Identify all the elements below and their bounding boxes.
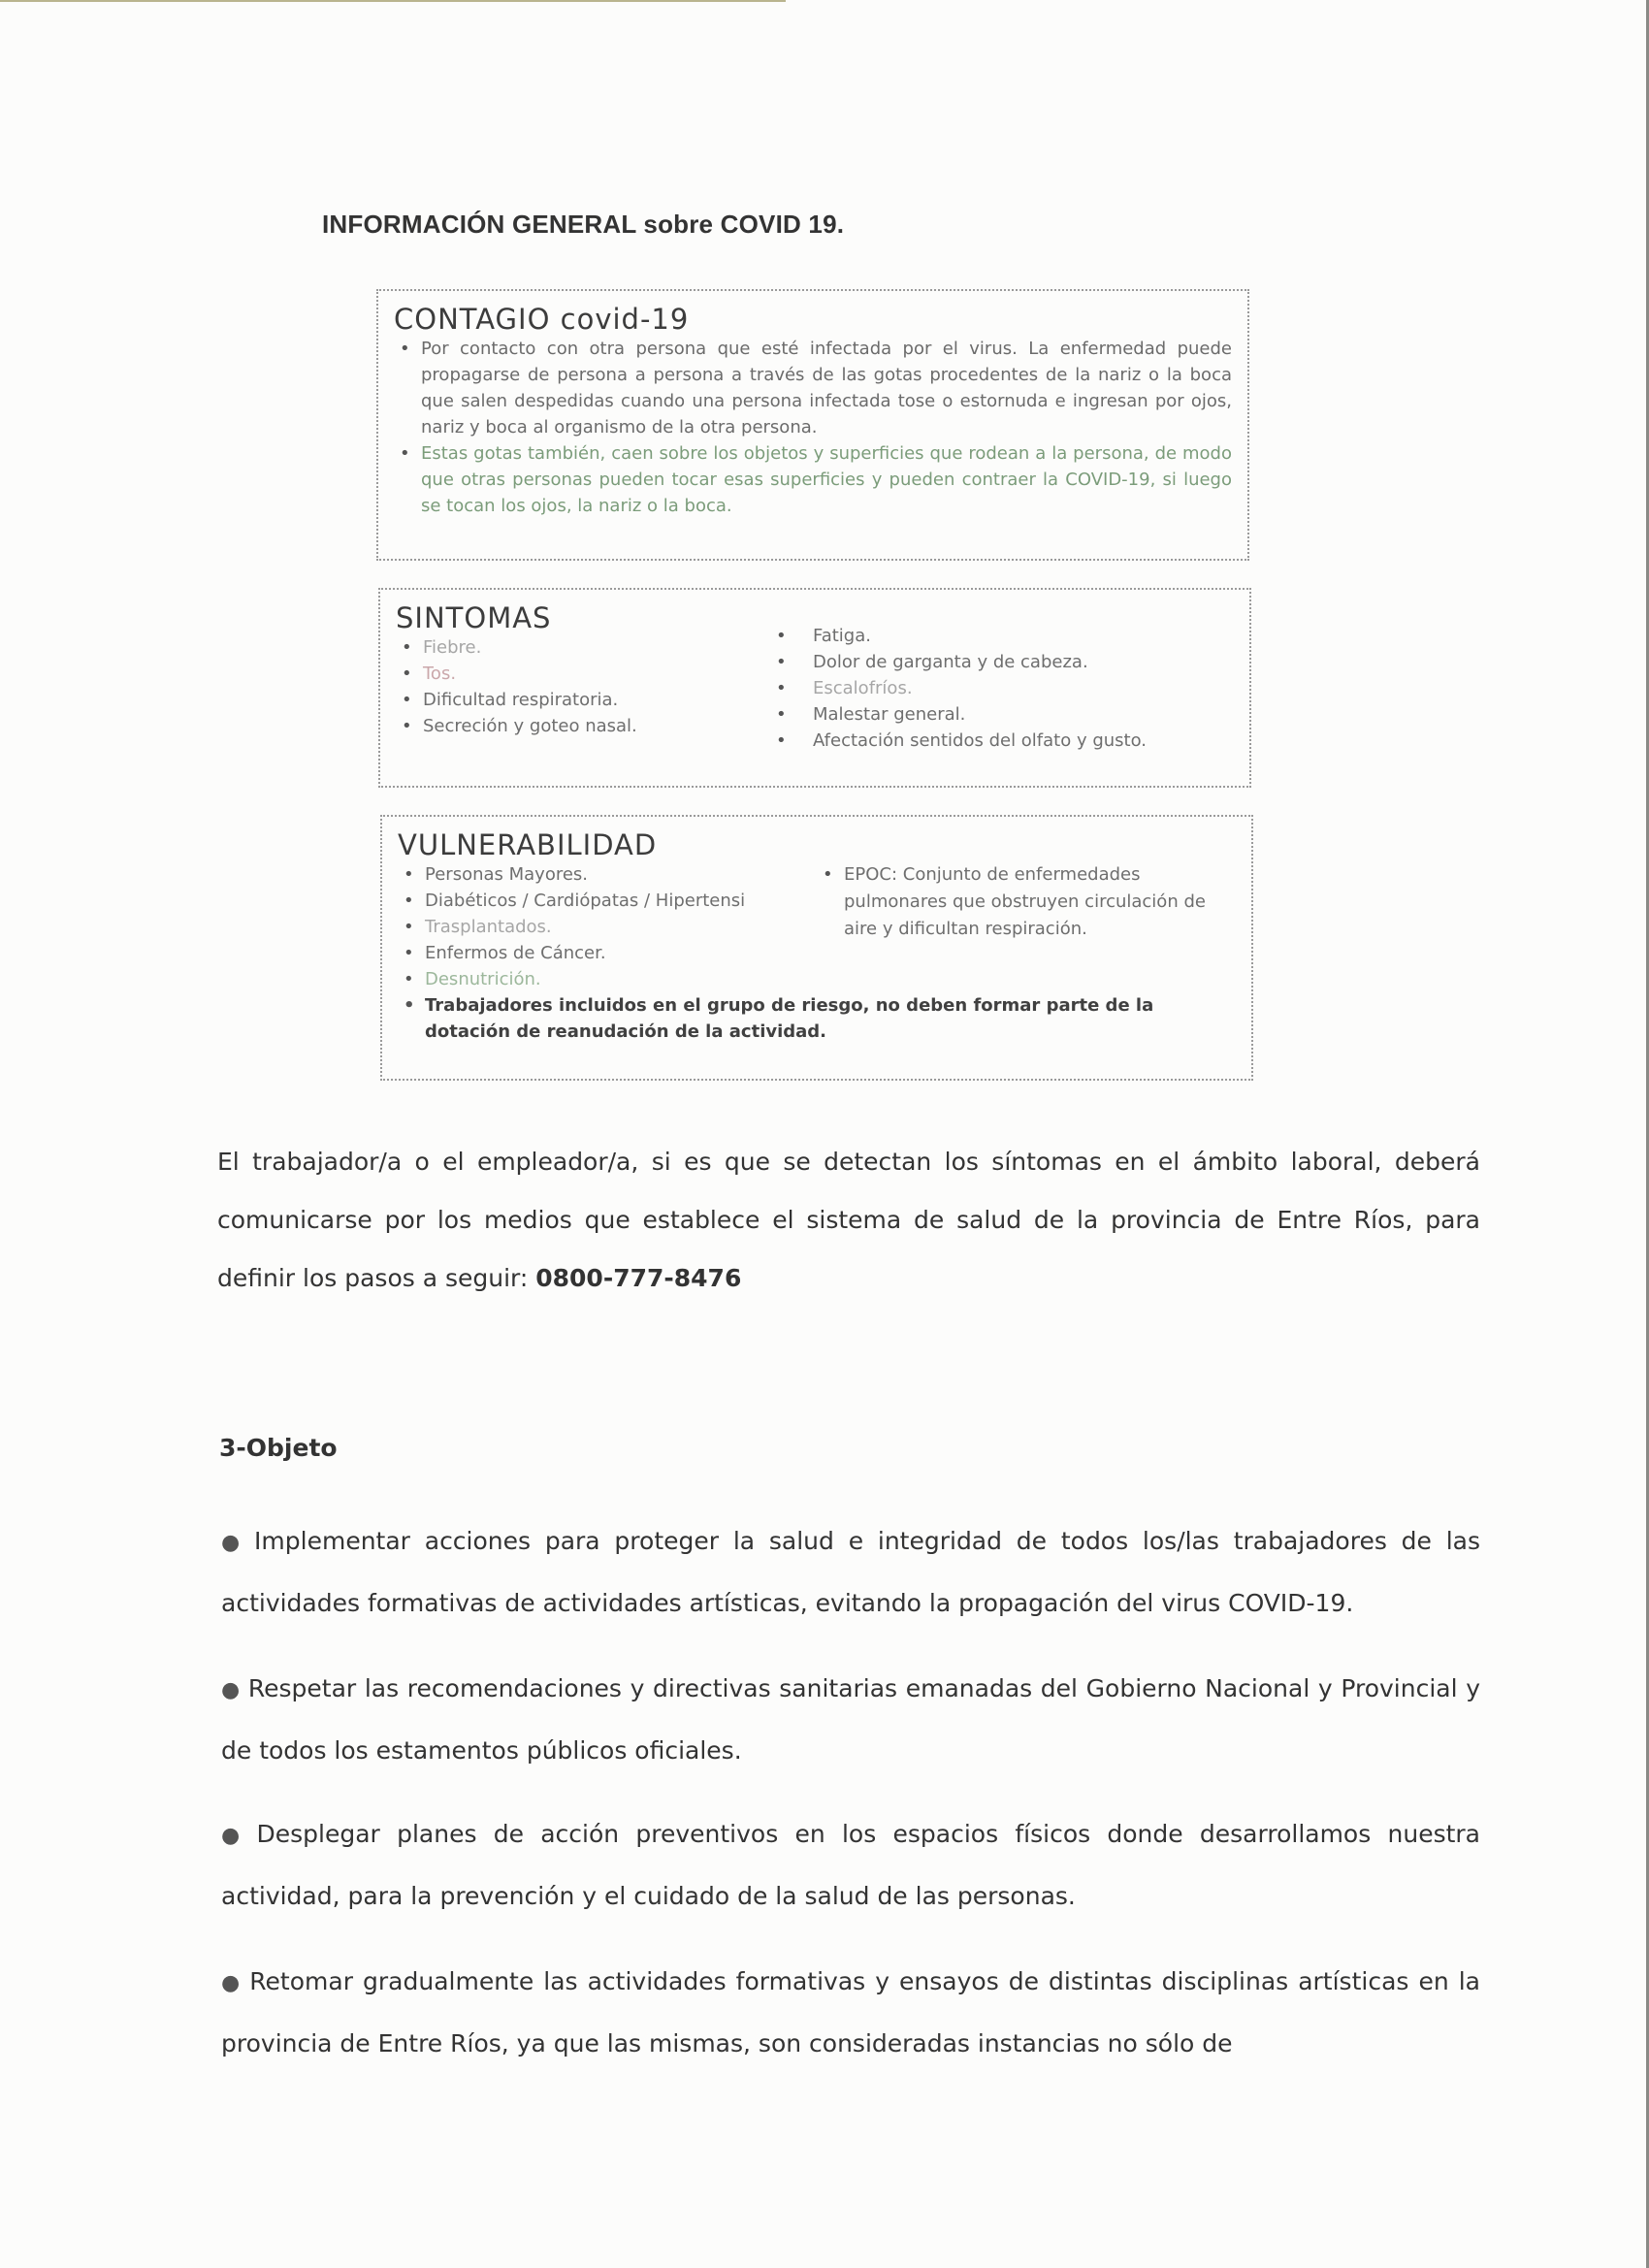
vulnerabilidad-item-epoc: • EPOC: Conjunto de enfermedades pulmonares que obstruyen circulación de aire y dificultan respiración. [817,861,1224,943]
sintoma-item: • Fiebre. [396,634,774,661]
sintomas-list-left [396,634,774,739]
deteccion-paragraph [217,1133,1480,1308]
grupo-riesgo-warning: • Trabajadores incluidos en el grupo de riesgo, no deben formar parte de la dotación de reanudación de la actividad. [398,992,1236,1045]
deteccion-text: El trabajador/a o el empleador/a, si es que se detectan los síntomas en el ámbito laboral, deberá comunicarse por los medios que establece el sistema de salud de la provincia de Entre Ríos, para definir los pasos a seguir: [217,1148,1480,1292]
sintoma-item: • Dificultad respiratoria. [396,687,774,713]
vulnerabilidad-box [380,815,1253,1081]
vulnerabilidad-item: • Personas Mayores. [398,861,817,888]
objeto-item-text: Respetar las recomendaciones y directivas sanitarias emanadas del Gobierno Nacional y Provincial y de todos los estamentos públicos oficiales. [221,1674,1480,1765]
sintoma-item: • Dolor de garganta y de cabeza. [774,649,1230,675]
contagio-title: CONTAGIO covid-19 [394,303,690,336]
bullet-icon: ● [221,1971,242,1995]
sintoma-item: • Malestar general. [774,701,1230,728]
contagio-item: • Por contacto con otra persona que esté infectada por el virus. La enfermedad puede propagarse de persona a persona a través de las gotas procedentes de la nariz o la boca que salen despedidas cuando una persona infectada tose o estornuda e ingresan por ojos, nariz y boca al organismo de la otra persona. [394,336,1232,440]
sintoma-item: • Afectación sentidos del olfato y gusto. [774,728,1230,754]
vulnerabilidad-list-right [817,861,1224,943]
vulnerabilidad-item: • Diabéticos / Cardiópatas / Hipertensi [398,888,817,914]
contagio-box [376,289,1249,561]
sintomas-title: SINTOMAS [396,601,552,634]
objeto-item [221,1659,1480,1781]
document-heading: INFORMACIÓN GENERAL sobre COVID 19. [322,210,845,239]
sintoma-item: • Tos. [396,661,774,687]
vulnerabilidad-list-left [398,861,817,992]
contagio-list [394,336,1232,519]
scan-top-edge [0,0,786,2]
sintoma-item: • Escalofríos. [774,675,1230,701]
sintomas-box [378,588,1251,788]
bullet-icon: ● [221,1678,241,1702]
vulnerabilidad-item: • Trasplantados. [398,914,817,940]
objeto-item-text: Desplegar planes de acción preventivos en los espacios físicos donde desarrollamos nuestra actividad, para la prevención y el cuidado de la salud de las personas. [221,1820,1481,1910]
vulnerabilidad-title: VULNERABILIDAD [398,828,658,861]
objeto-item-text: Retomar gradualmente las actividades formativas y ensayos de distintas disciplinas artísticas en la provincia de Entre Ríos, ya que las mismas, son consideradas instancias no sólo de [221,1967,1480,2057]
objeto-item [221,1511,1480,1634]
objeto-item-text: Implementar acciones para proteger la salud e integridad de todos los/las trabajadores de las actividades formativas de actividades artísticas, evitando la propagación del virus COVID-19. [221,1527,1480,1617]
bullet-icon: ● [221,1824,249,1848]
section-heading-objeto: 3-Objeto [219,1434,338,1462]
sintoma-item: • Secreción y goteo nasal. [396,713,774,739]
sintomas-list-right [774,623,1230,754]
objeto-item [221,1952,1480,2074]
sintoma-item: • Fatiga. [774,623,1230,649]
objeto-item [221,1804,1480,1927]
contagio-item: • Estas gotas también, caen sobre los objetos y superficies que rodean a la persona, de modo que otras personas pueden tocar esas superficies y pueden contraer la COVID-19, si luego se tocan los ojos, la nariz o la boca. [394,440,1232,519]
vulnerabilidad-warning-list [398,992,1236,1045]
vulnerabilidad-item: • Desnutrición. [398,966,817,992]
vulnerabilidad-item: • Enfermos de Cáncer. [398,940,817,966]
phone-number: 0800-777-8476 [535,1264,742,1292]
bullet-icon: ● [221,1531,247,1555]
